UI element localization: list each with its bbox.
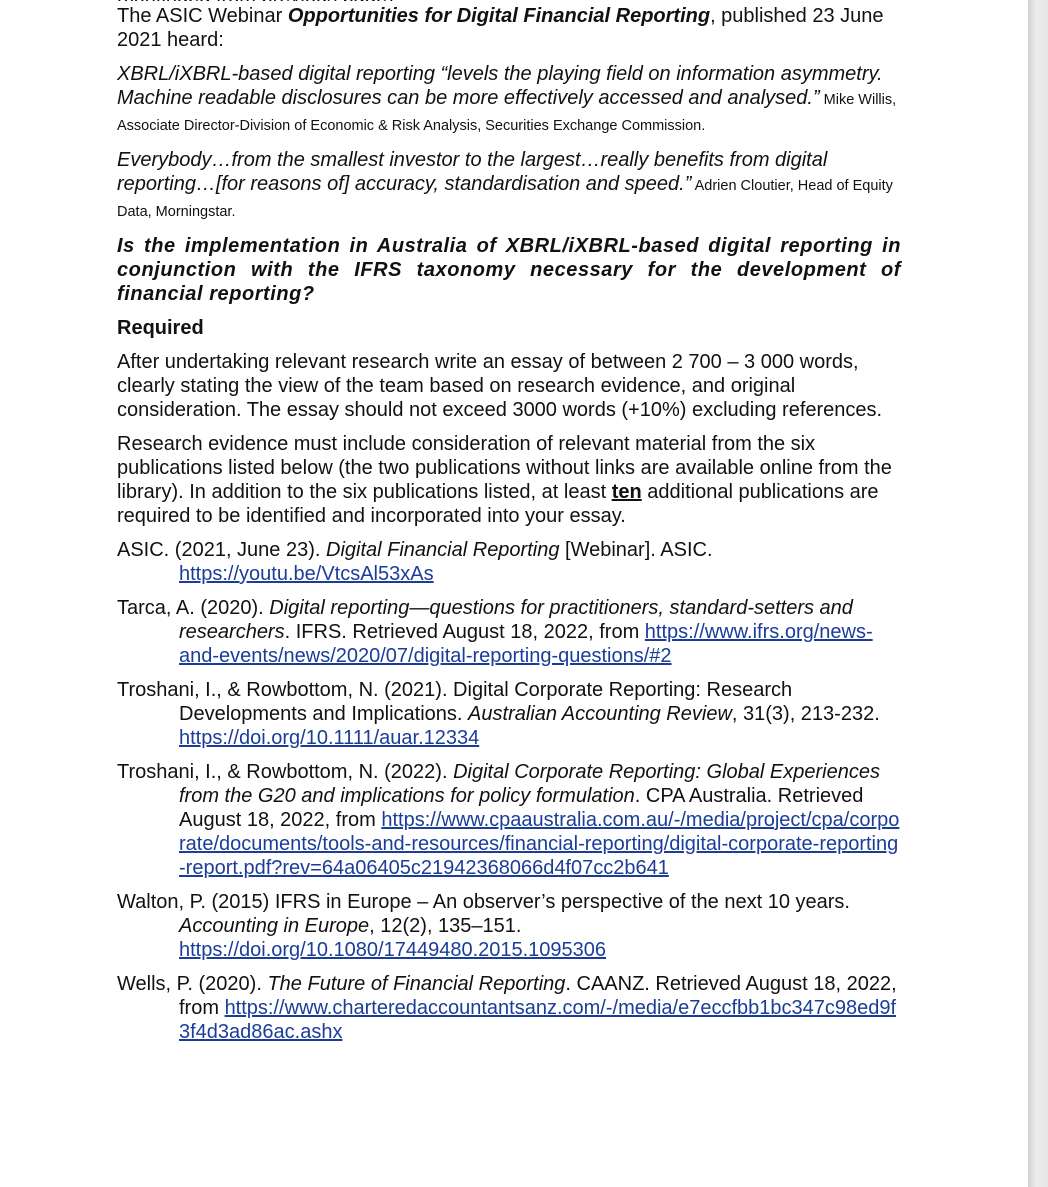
page-edge-shadow [1028, 0, 1048, 1187]
quote-text: XBRL/iXBRL-based digital reporting “levels the playing field on information asymmetry. Machine readable disclosures can be more effectively accessed and analysed.” [117, 63, 883, 109]
required-heading: Required [117, 317, 204, 339]
reference-walton [117, 890, 901, 962]
reference-authors: Wells, P. (2020). [117, 973, 268, 995]
reference-authors: Troshani, I., & Rowbottom, N. (2021). Digital Corporate Reporting: Research Developments and Implications. [117, 679, 793, 725]
reference-link[interactable]: https://doi.org/10.1111/auar.12334 [179, 727, 480, 749]
intro-suffix: , published 23 June 2021 heard: [117, 5, 884, 51]
reference-link[interactable]: https://doi.org/10.1080/17449480.2015.1095306 [179, 939, 607, 961]
reference-journal: Australian Accounting Review [468, 703, 732, 725]
reference-link[interactable]: https://youtu.be/VtcsAl53xAs [179, 563, 434, 585]
reference-details: . CPA Australia. Retrieved August 18, 2022, from [179, 785, 864, 831]
required-paragraph: After undertaking relevant research write an essay of between 2 700 – 3 000 words, clearly stating the view of the team based on research evidence, and original consideration. The essay should not exceed 3000 words (+10%) excluding references. [117, 351, 883, 421]
intro-prefix: The ASIC Webinar [117, 5, 288, 27]
clipped-previous-line [117, 0, 901, 1]
reference-authors: Troshani, I., & Rowbottom, N. (2022). [117, 761, 454, 783]
research-paragraph [117, 432, 901, 528]
reference-title: Digital Financial Reporting [326, 539, 560, 561]
quote-text: Everybody…from the smallest investor to the largest…really benefits from digital reporting…[for reasons of] accuracy, standardisation and speed.” [117, 149, 828, 195]
reference-details: . IFRS. Retrieved August 18, 2022, from [284, 621, 645, 643]
research-text-after: additional publications are required to be identified and incorporated into your essay. [117, 481, 879, 527]
reference-details: , 31(3), 213-232. [731, 703, 880, 725]
reference-authors: Walton, P. (2015) IFRS in Europe – An observer’s perspective of the next 10 years. [117, 891, 850, 913]
research-text-before: Research evidence must include consideration of relevant material from the six publications listed below (the two publications without links are available online from the library). In addition to the six publications listed, at least [117, 433, 892, 503]
reference-troshani-2021 [117, 678, 901, 750]
reference-title: The Future of Financial Reporting [267, 973, 566, 995]
quote-attribution: Adrien Cloutier, Head of Equity Data, Morningstar. [117, 178, 893, 220]
reference-details: , 12(2), 135–151. [369, 915, 522, 937]
reference-title: Digital reporting—questions for practitioners, standard-setters and researchers [179, 597, 853, 643]
reference-asic [117, 538, 901, 586]
quote-attribution: Mike Willis, Associate Director-Division of Economic & Risk Analysis, Securities Exchange Commission. [117, 92, 897, 134]
reference-journal: Accounting in Europe [179, 915, 370, 937]
clipped-text [117, 0, 394, 1]
intro-paragraph [117, 4, 901, 52]
reference-tarca [117, 596, 901, 668]
reference-link[interactable]: https://www.cpaaustralia.com.au/-/media/project/cpa/corporate/documents/tools-and-resources/financial-reporting/digital-corporate-reporting-report.pdf?rev=64a06405c21942368066d4f07cc2b641 [179, 809, 900, 879]
reference-wells [117, 972, 901, 1044]
reference-link[interactable]: https://www.ifrs.org/news-and-events/news/2020/07/digital-reporting-questions/#2 [179, 621, 873, 667]
reference-authors: Tarca, A. (2020). [117, 597, 270, 619]
reference-link[interactable]: https://www.charteredaccountantsanz.com/-/media/e7eccfbb1bc347c98ed9f3f4d3ad86ac.ashx [179, 997, 897, 1043]
webinar-title: Opportunities for Digital Financial Reporting [287, 5, 711, 27]
reference-details: . CAANZ. Retrieved August 18, 2022, from [179, 973, 897, 1019]
quote-cloutier [117, 148, 901, 224]
reference-details: [Webinar]. ASIC. [559, 539, 713, 561]
document-body [117, 4, 901, 1054]
research-emphasis: ten [611, 481, 642, 503]
reference-authors: ASIC. (2021, June 23). [117, 539, 327, 561]
reference-troshani-2022 [117, 760, 901, 880]
reference-title: Digital Corporate Reporting: Global Experiences from the G20 and implications for policy formulation [179, 761, 880, 807]
quote-willis [117, 62, 901, 138]
essay-question: Is the implementation in Australia of XBRL/iXBRL-based digital reporting in conjunction with the IFRS taxonomy necessary for the development of financial reporting? [117, 235, 901, 305]
